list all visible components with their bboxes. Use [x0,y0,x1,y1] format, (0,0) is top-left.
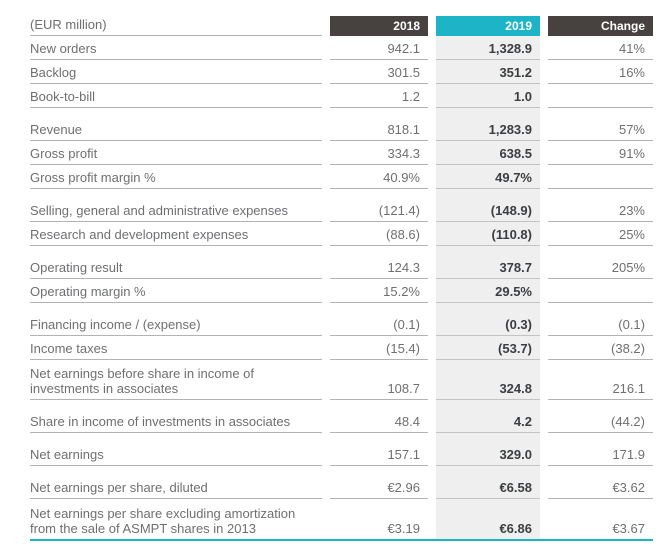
spacer-cell [330,466,428,475]
spacer-cell [30,108,322,117]
value-2019: 4.2 [436,409,540,433]
table-row [30,475,653,499]
value-2018: (121.4) [330,198,428,222]
spacer-cell [330,189,428,198]
value-2019: 1.0 [436,84,540,108]
row-label: Net earnings [30,442,322,466]
spacer-cell [330,433,428,442]
row-label: Net earnings per share excluding amortization from the sale of ASMPT shares in 2013 [30,506,296,536]
value-change [548,165,653,189]
value-2019: 378.7 [436,255,540,279]
value-change: 91% [548,141,653,165]
value-2018: 108.7 [330,360,428,400]
value-change: 41% [548,36,653,60]
spacer-row [30,433,653,442]
spacer-cell [330,303,428,312]
table-row [30,222,653,246]
value-change: €3.62 [548,475,653,499]
value-change: 171.9 [548,442,653,466]
table-row [30,84,653,108]
table-row [30,442,653,466]
value-2018: 124.3 [330,255,428,279]
unit-label: (EUR million) [30,16,322,36]
value-2019: €6.86 [436,499,540,539]
value-2018: 1.2 [330,84,428,108]
spacer-cell [436,303,540,312]
value-2018: 40.9% [330,165,428,189]
spacer-row [30,246,653,255]
value-2018: 157.1 [330,442,428,466]
value-change: 23% [548,198,653,222]
value-change: 216.1 [548,360,653,400]
value-change: (0.1) [548,312,653,336]
spacer-cell [436,400,540,409]
spacer-cell [330,108,428,117]
spacer-row [30,108,653,117]
row-label: New orders [30,36,322,60]
spacer-row [30,189,653,198]
spacer-cell [30,466,322,475]
table-row [30,117,653,141]
value-2019: 329.0 [436,442,540,466]
value-2018: (88.6) [330,222,428,246]
value-2019: 351.2 [436,60,540,84]
value-change: 205% [548,255,653,279]
table-row [30,36,653,60]
table-row [30,255,653,279]
value-2019: (53.7) [436,336,540,360]
value-2019: 29.5% [436,279,540,303]
row-label: Operating result [30,255,322,279]
spacer-cell [548,400,653,409]
spacer-cell [436,433,540,442]
value-2019: 49.7% [436,165,540,189]
table-row [30,360,653,400]
value-2018: 301.5 [330,60,428,84]
column-header-2018: 2018 [330,16,428,36]
value-2019: €6.58 [436,475,540,499]
value-2018: (0.1) [330,312,428,336]
value-change [548,84,653,108]
value-2018: 15.2% [330,279,428,303]
spacer-cell [436,466,540,475]
value-change: 25% [548,222,653,246]
value-2018: (15.4) [330,336,428,360]
row-label: Gross profit margin % [30,165,322,189]
value-change: (38.2) [548,336,653,360]
table-row [30,409,653,433]
row-label: Operating margin % [30,279,322,303]
row-label: Net earnings before share in income of investments in associates [30,360,322,400]
row-label: Share in income of investments in associates [30,409,322,433]
column-header-change: Change [548,16,653,36]
value-2018: €3.19 [387,521,420,536]
row-label: Net earnings per share, diluted [30,475,322,499]
column-header-2019: 2019 [436,16,540,36]
value-2019: 1,283.9 [436,117,540,141]
spacer-cell [548,108,653,117]
value-change: €3.67 [612,521,645,536]
spacer-row [30,400,653,409]
spacer-cell [30,433,322,442]
value-change: 16% [548,60,653,84]
spacer-cell [330,400,428,409]
value-change: 57% [548,117,653,141]
spacer-cell [548,433,653,442]
value-2018: 48.4 [330,409,428,433]
row-label: Backlog [30,60,322,84]
spacer-cell [30,189,322,198]
row-label: Income taxes [30,336,322,360]
value-2018: 818.1 [330,117,428,141]
row-label: Revenue [30,117,322,141]
value-2019: 324.8 [436,360,540,400]
value-2019: (110.8) [436,222,540,246]
table-row [30,198,653,222]
value-2019: 638.5 [436,141,540,165]
value-2018: €2.96 [330,475,428,499]
spacer-cell [436,108,540,117]
table-row [30,279,653,303]
spacer-row [30,466,653,475]
spacer-cell [548,466,653,475]
value-2018: 334.3 [330,141,428,165]
spacer-cell [330,246,428,255]
table-bottom-accent-line [30,539,653,541]
table-body [30,36,653,539]
value-2018: 942.1 [330,36,428,60]
row-label: Gross profit [30,141,322,165]
value-2019: (148.9) [436,198,540,222]
row-label: Research and development expenses [30,222,322,246]
table-row [30,312,653,336]
spacer-cell [30,400,322,409]
spacer-cell [436,189,540,198]
table-row [30,165,653,189]
spacer-cell [548,189,653,198]
table-row [30,60,653,84]
value-2019: (0.3) [436,312,540,336]
row-label: Selling, general and administrative expenses [30,198,322,222]
row-label: Financing income / (expense) [30,312,322,336]
spacer-cell [548,246,653,255]
table-row [30,499,653,539]
row-label: Book-to-bill [30,84,322,108]
spacer-cell [30,303,322,312]
table-row [30,141,653,165]
table-row [30,336,653,360]
value-2019: 1,328.9 [436,36,540,60]
value-change [548,279,653,303]
value-change: (44.2) [548,409,653,433]
table-header-row [30,16,653,36]
spacer-cell [30,246,322,255]
spacer-cell [548,303,653,312]
spacer-row [30,303,653,312]
spacer-cell [436,246,540,255]
